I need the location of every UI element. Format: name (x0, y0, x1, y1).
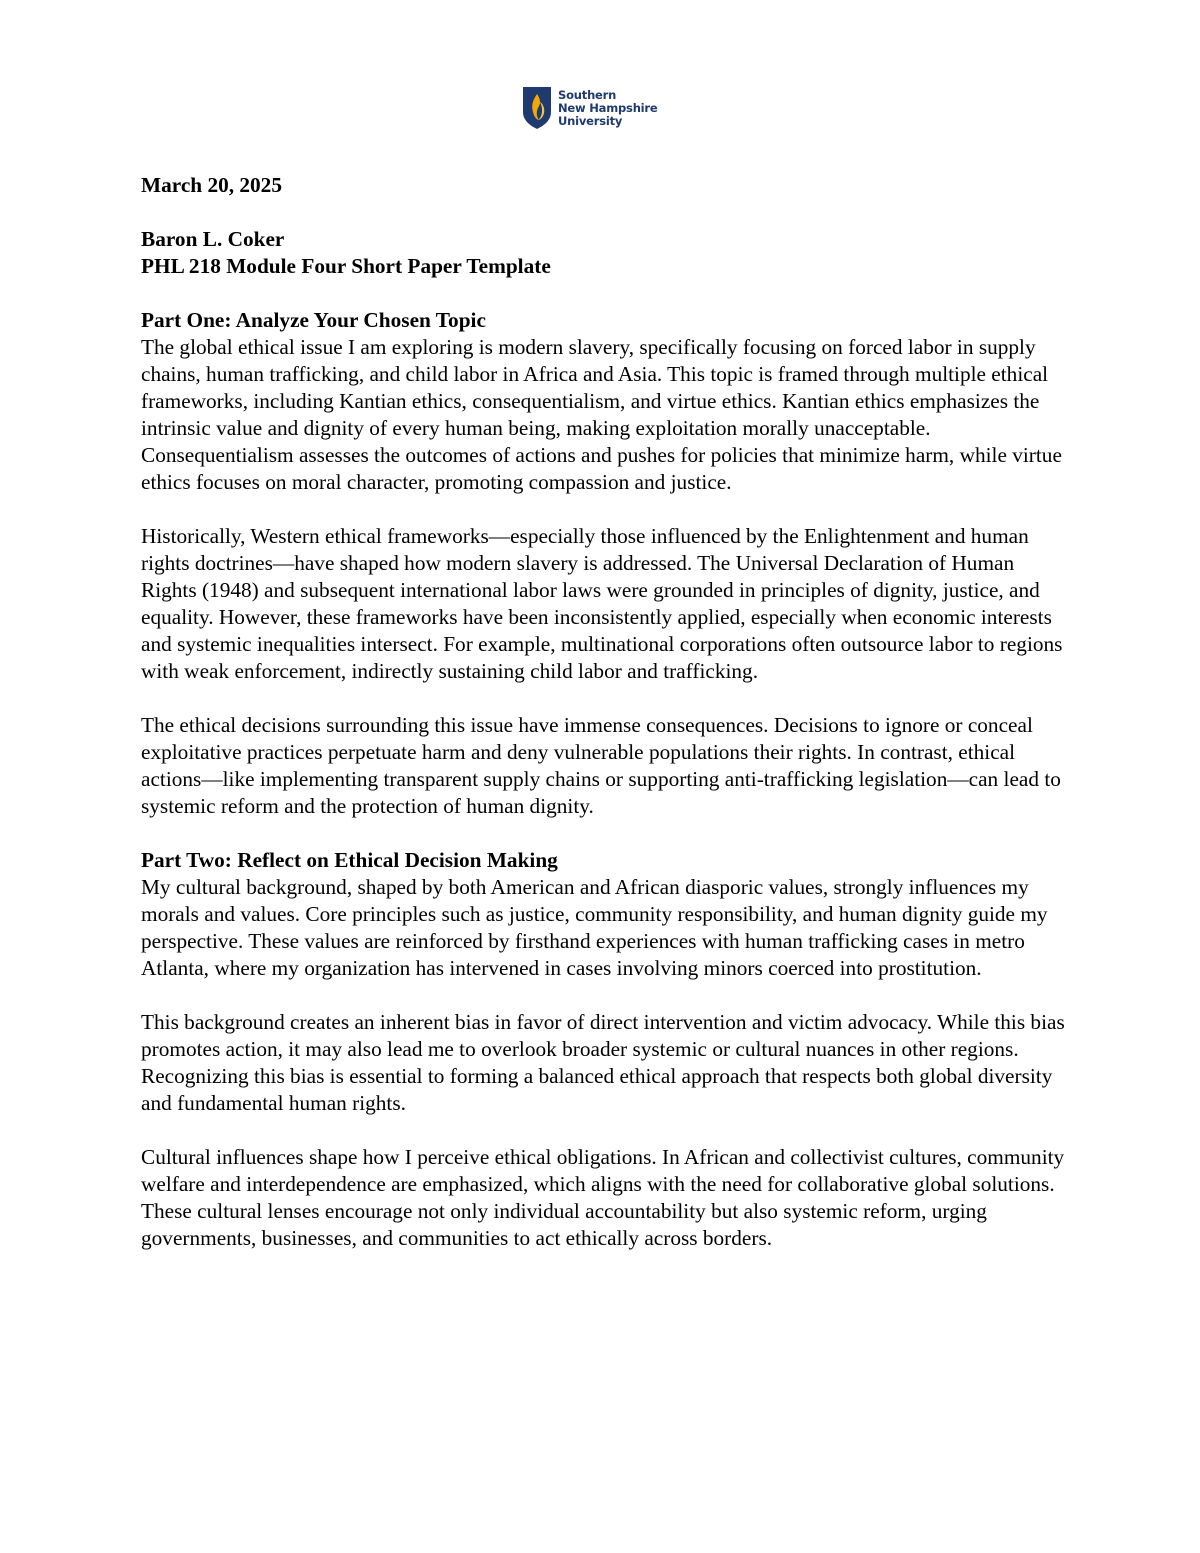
shield-flame-icon (522, 86, 552, 130)
part-two-heading: Part Two: Reflect on Ethical Decision Making (141, 848, 558, 872)
part-one-paragraph-2: Historically, Western ethical frameworks—especially those influenced by the Enlightenment and human rights doctrines—have shaped how modern slavery is addressed. The Universal Declaration of Human Rights (1948) and subsequent international labor laws were grounded in principles of dignity, justice, and equality. However, these frameworks have been inconsistently applied, especially when economic interests and systemic inequalities intersect. For example, multinational corporations often outsource labor to regions with weak enforcement, indirectly sustaining child labor and trafficking. (141, 524, 1063, 683)
document-body (141, 172, 1071, 1252)
university-logo (522, 84, 692, 132)
part-two-paragraph-2: This background creates an inherent bias in favor of direct intervention and victim advocacy. While this bias promotes action, it may also lead me to overlook broader systemic or cultural nuances in other regions. Recognizing this bias is essential to forming a balanced ethical approach that respects both global diversity and fundamental human rights. (141, 1010, 1065, 1115)
document-title: PHL 218 Module Four Short Paper Template (141, 254, 551, 278)
part-one-paragraph-1: The global ethical issue I am exploring is modern slavery, specifically focusing on forced labor in supply chains, human trafficking, and child labor in Africa and Asia. This topic is framed through multiple ethical frameworks, including Kantian ethics, consequentialism, and virtue ethics. Kantian ethics emphasizes the intrinsic value and dignity of every human being, making exploitation morally unacceptable. Consequentialism assesses the outcomes of actions and pushes for policies that minimize harm, while virtue ethics focuses on moral character, promoting compassion and justice. (141, 335, 1062, 494)
logo-line-3: University (558, 113, 623, 128)
university-name (558, 89, 658, 128)
part-two-paragraph-3: Cultural influences shape how I perceive ethical obligations. In African and collectivist cultures, community welfare and interdependence are emphasized, which aligns with the need for collaborative global solutions. These cultural lenses encourage not only individual accountability but also systemic reform, urging governments, businesses, and communities to act ethically across borders. (141, 1145, 1065, 1250)
part-two-paragraph-1: My cultural background, shaped by both American and African diasporic values, strongly influences my morals and values. Core principles such as justice, community responsibility, and human dignity guide my perspective. These values are reinforced by firsthand experiences with human trafficking cases in metro Atlanta, where my organization has intervened in cases involving minors coerced into prostitution. (141, 875, 1048, 980)
logo-line-2: New Hampshire (558, 100, 658, 115)
document-date: March 20, 2025 (141, 173, 282, 197)
part-one-heading: Part One: Analyze Your Chosen Topic (141, 308, 486, 332)
logo-line-1: Southern (558, 87, 617, 102)
part-one-paragraph-3: The ethical decisions surrounding this issue have immense consequences. Decisions to ignore or conceal exploitative practices perpetuate harm and deny vulnerable populations their rights. In contrast, ethical actions—like implementing transparent supply chains or supporting anti-trafficking legislation—can lead to systemic reform and the protection of human dignity. (141, 713, 1061, 818)
author-name: Baron L. Coker (141, 227, 285, 251)
